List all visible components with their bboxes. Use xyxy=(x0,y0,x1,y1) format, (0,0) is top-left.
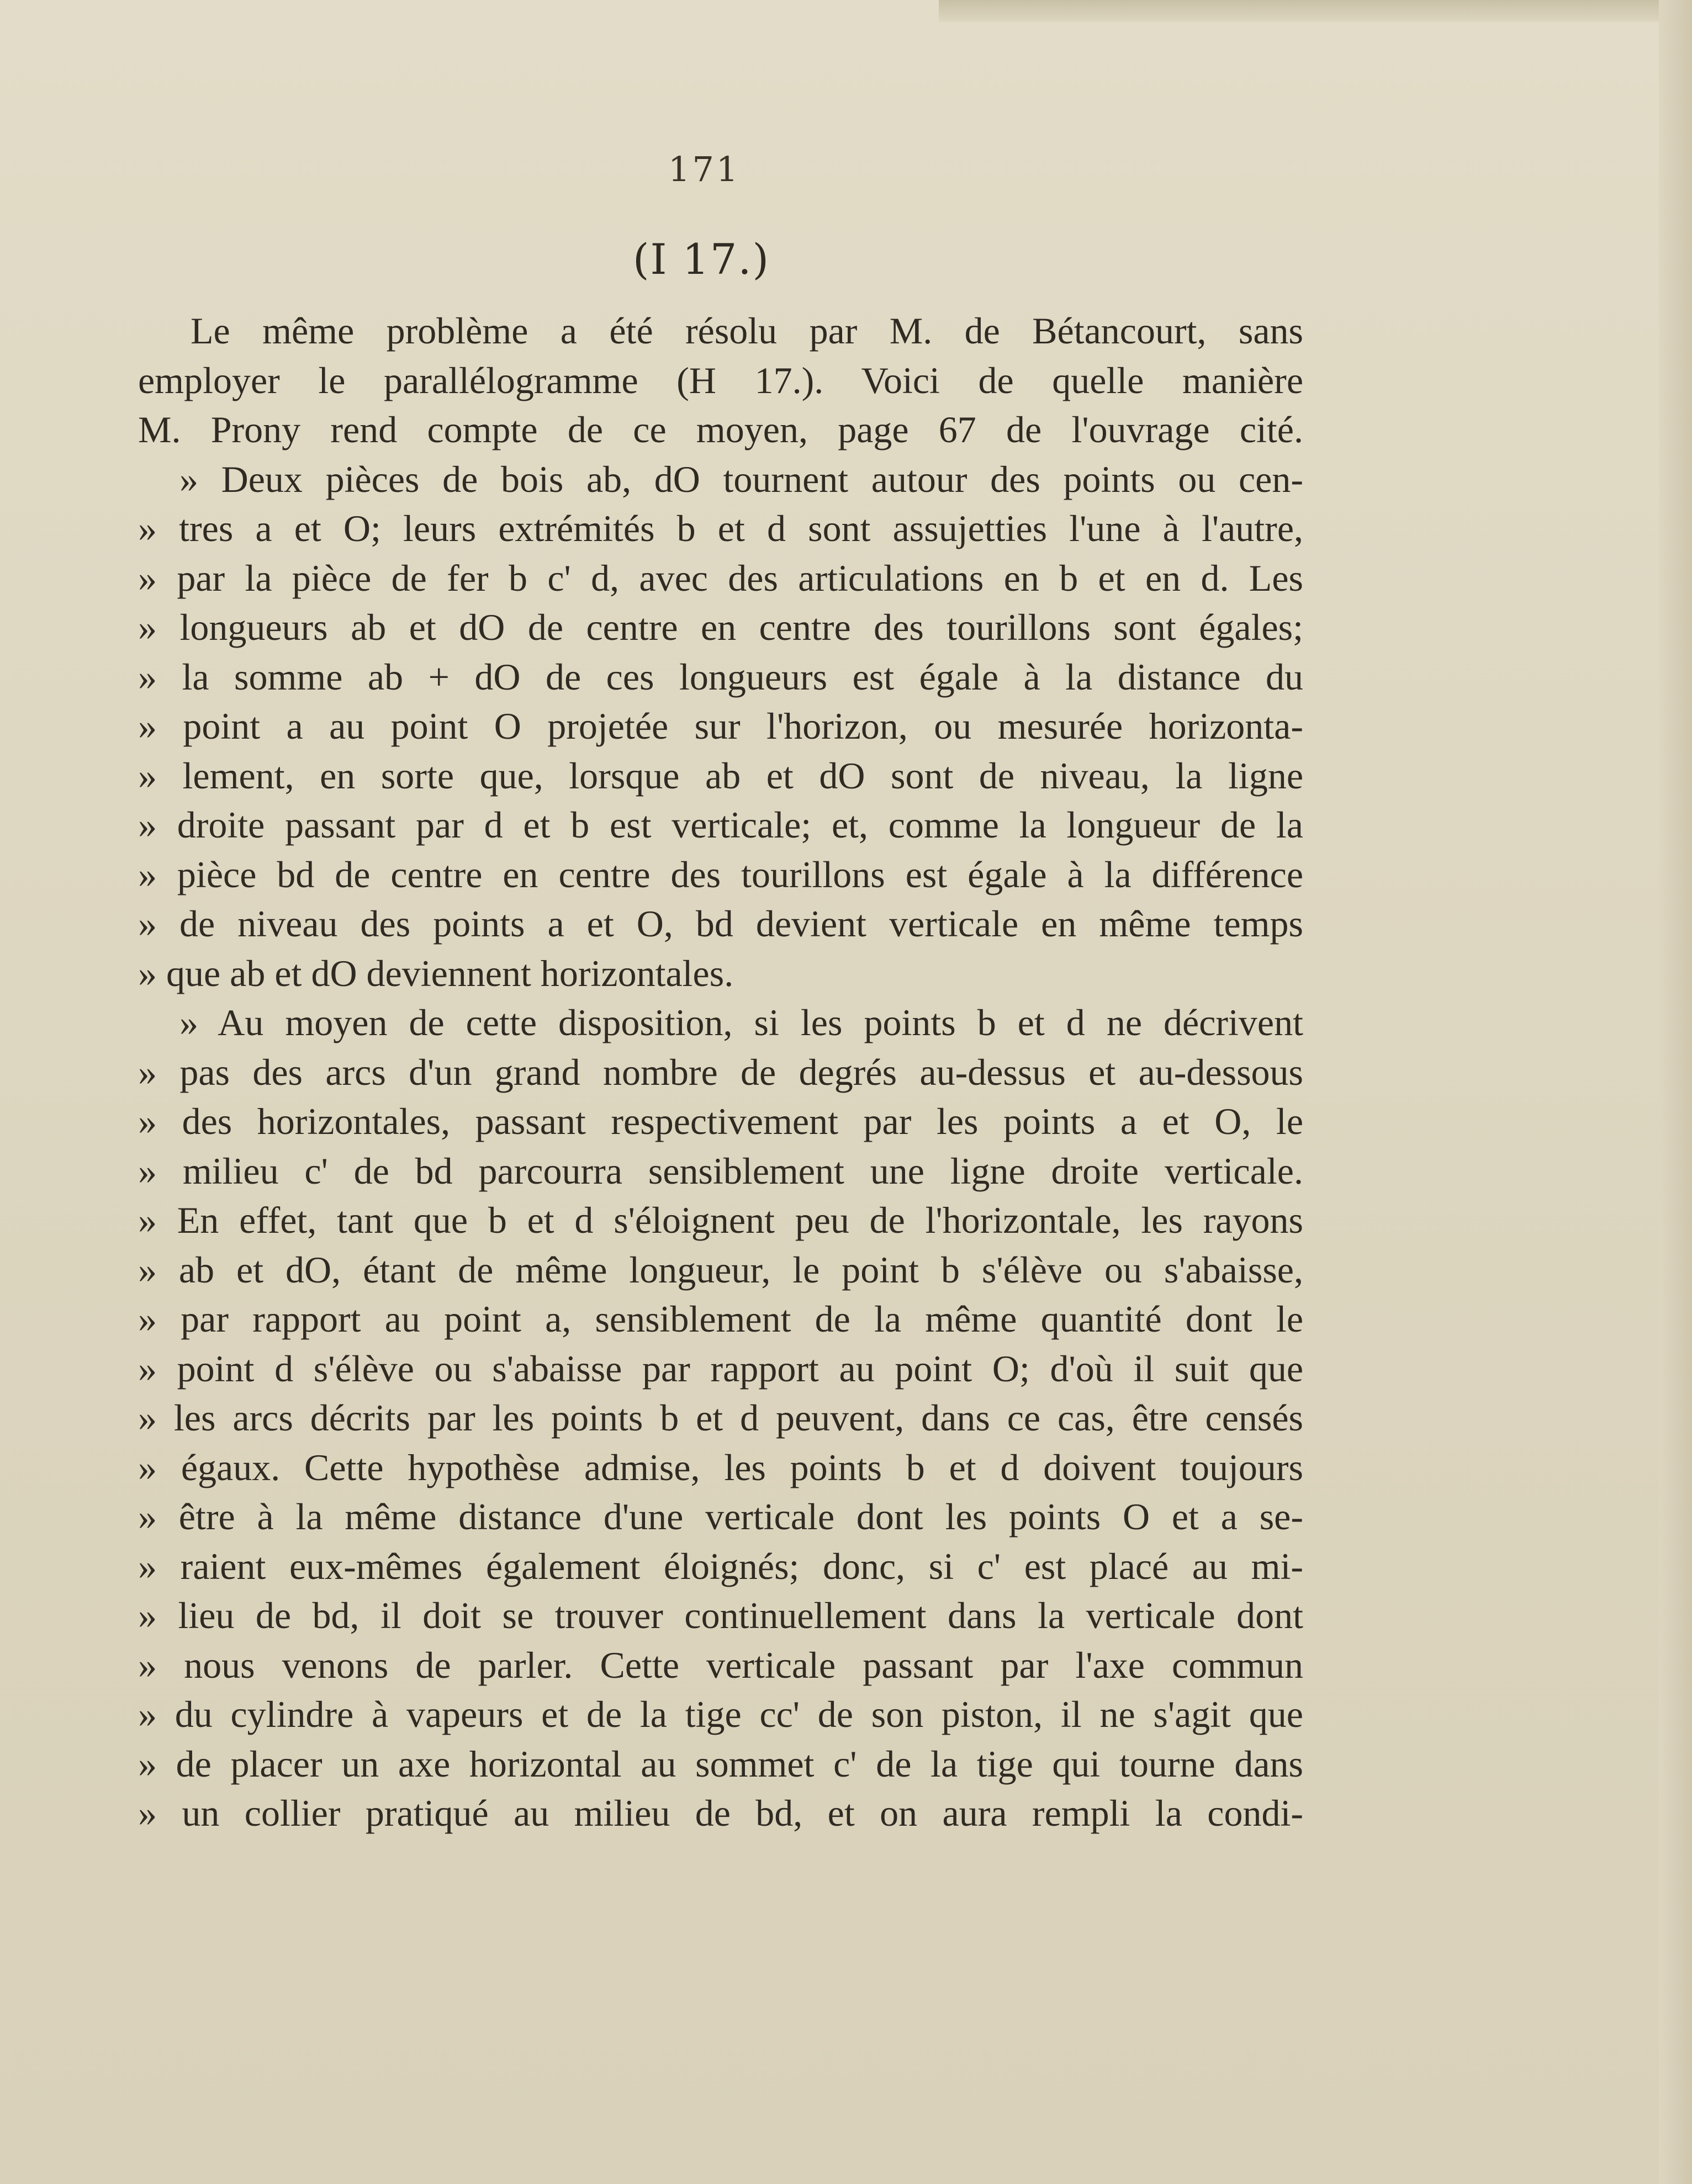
text-line: » En effet, tant que b et d s'éloignent peu de l'horizontale, les rayons xyxy=(138,1199,1303,1241)
text-line: » lieu de bd, il doit se trouver continuellement dans la verticale dont xyxy=(138,1594,1303,1636)
text-line: » point a au point O projetée sur l'horizon, ou mesurée horizonta- xyxy=(138,705,1303,747)
text-line: » les arcs décrits par les points b et d peuvent, dans ce cas, être censés xyxy=(138,1397,1303,1439)
text-line: » pas des arcs d'un grand nombre de degrés au-dessus et au-dessous xyxy=(138,1051,1303,1093)
text-line: » par la pièce de fer b c' d, avec des articulations en b et en d. Les xyxy=(138,556,1303,599)
body-text xyxy=(138,306,1303,1838)
text-line: » lement, en sorte que, lorsque ab et dO sont de niveau, la ligne xyxy=(138,754,1303,797)
paper-right-edge xyxy=(1659,0,1692,2184)
text-line: » milieu c' de bd parcourra sensiblement une ligne droite verticale. xyxy=(138,1149,1303,1192)
text-line: » du cylindre à vapeurs et de la tige cc' de son piston, il ne s'agit que xyxy=(138,1693,1303,1735)
text-line: » Deux pièces de bois ab, dO tournent autour des points ou cen- xyxy=(179,458,1303,500)
text-line: » longueurs ab et dO de centre en centre des tourillons sont égales; xyxy=(138,606,1303,648)
text-line: » ab et dO, étant de même longueur, le point b s'élève ou s'abaisse, xyxy=(138,1248,1303,1291)
text-line: Le même problème a été résolu par M. de Bétancourt, sans xyxy=(191,310,1303,352)
text-line: » raient eux-mêmes également éloignés; donc, si c' est placé au mi- xyxy=(138,1545,1303,1587)
section-header: (I 17.) xyxy=(632,235,770,284)
text-line: » un collier pratiqué au milieu de bd, et on aura rempli la condi- xyxy=(138,1792,1303,1834)
text-line: » de niveau des points a et O, bd devient verticale en même temps xyxy=(138,903,1303,945)
text-line: » par rapport au point a, sensiblement de la même quantité dont le xyxy=(138,1298,1303,1340)
text-line: » nous venons de parler. Cette verticale passant par l'axe commun xyxy=(138,1644,1303,1686)
text-line: M. Prony rend compte de ce moyen, page 67 de l'ouvrage cité. xyxy=(138,409,1303,450)
text-line: » des horizontales, passant respectivement par les points a et O, le xyxy=(138,1100,1303,1142)
folio-number: 171 xyxy=(668,149,741,189)
text-line: » pièce bd de centre en centre des tourillons est égale à la différence xyxy=(138,853,1303,895)
text-line: » droite passant par d et b est verticale; et, comme la longueur de la xyxy=(138,804,1303,846)
text-line: » Au moyen de cette disposition, si les points b et d ne décrivent xyxy=(179,1001,1303,1043)
text-line: » point d s'élève ou s'abaisse par rapport au point O; d'où il suit que xyxy=(138,1347,1303,1390)
text-line: » la somme ab + dO de ces longueurs est égale à la distance du xyxy=(138,655,1303,698)
text-line: » être à la même distance d'une verticale dont les points O et a se- xyxy=(138,1496,1303,1538)
text-line: » tres a et O; leurs extrémités b et d sont assujetties l'une à l'autre, xyxy=(138,507,1303,549)
text-line: » égaux. Cette hypothèse admise, les points b et d doivent toujours xyxy=(138,1446,1303,1488)
text-line: employer le parallélogramme (H 17.). Voici de quelle manière xyxy=(138,359,1303,401)
text-line: » de placer un axe horizontal au sommet c' de la tige qui tourne dans xyxy=(138,1742,1303,1785)
text-line: » que ab et dO deviennent horizontales. xyxy=(138,952,734,994)
paper-top-edge xyxy=(939,0,1692,22)
